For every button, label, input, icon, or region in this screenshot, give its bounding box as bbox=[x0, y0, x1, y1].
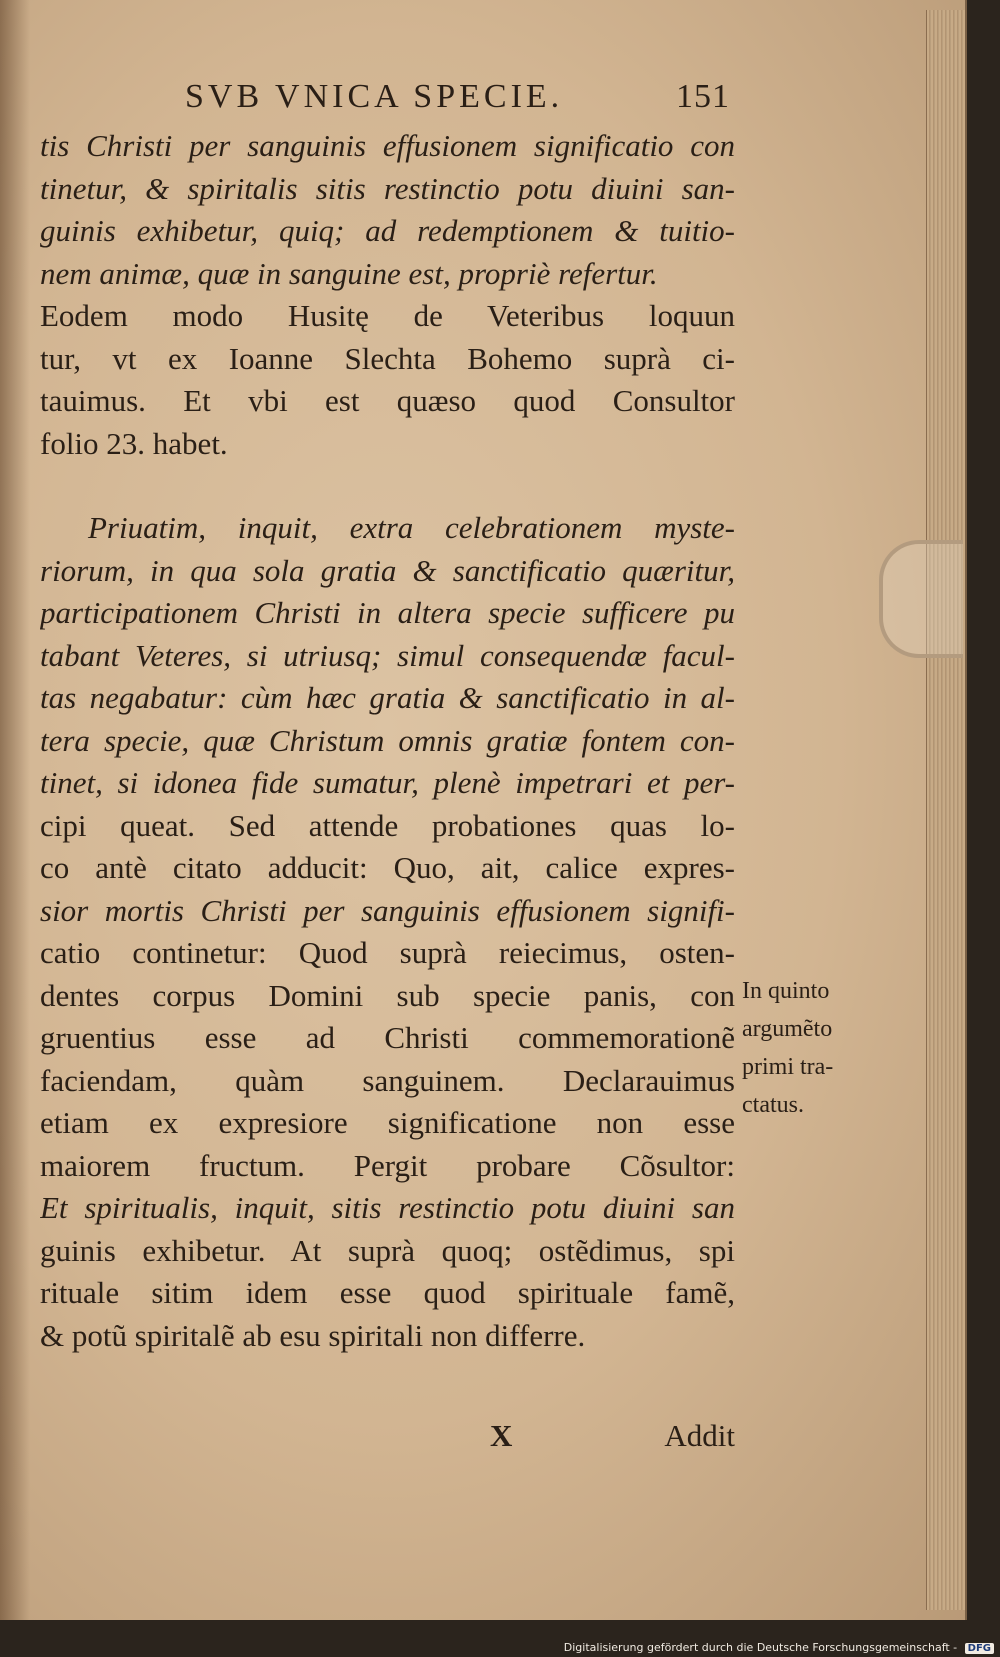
text-line: catio continetur: Quod suprà reiecimus, osten- bbox=[40, 935, 735, 970]
folio-number: 151 bbox=[676, 78, 730, 115]
text-line: tas negabatur: cùm hæc gratia & sanctificatio in al- bbox=[40, 680, 735, 715]
text-line: tis Christi per sanguinis effusionem significatio con bbox=[40, 128, 735, 163]
text-line: gruentius esse ad Christi commemorationẽ bbox=[40, 1020, 735, 1055]
page-clip bbox=[879, 540, 963, 658]
running-header bbox=[185, 78, 730, 118]
main-text bbox=[40, 125, 735, 1357]
text-line: nem animæ, quæ in sanguine est, propriè refertur. bbox=[40, 255, 658, 291]
text-line: sior mortis Christi per sanguinis effusionem signifi- bbox=[40, 892, 735, 928]
text-line: guinis exhibetur, quiq; ad redemptionem & tuitio- bbox=[40, 213, 735, 248]
dfg-logo: DFG bbox=[965, 1643, 994, 1654]
paragraph-break bbox=[40, 465, 735, 507]
text-line: maiorem fructum. Pergit probare Cõsultor: bbox=[40, 1147, 735, 1183]
text-line: cipi queat. Sed attende probationes quas lo- bbox=[40, 807, 735, 843]
text-line: tinetur, & spiritalis sitis restinctio potu diuini san- bbox=[40, 170, 735, 206]
marginal-note bbox=[742, 972, 892, 1124]
digitization-credit bbox=[564, 1641, 994, 1654]
text-line: & potũ spiritalẽ ab esu spiritali non differre. bbox=[40, 1317, 586, 1353]
catchword: Addit bbox=[664, 1418, 735, 1453]
text-line: tauimus. Et vbi est quæso quod Consultor bbox=[40, 383, 735, 418]
marginal-note-line: argumẽto bbox=[742, 1016, 833, 1042]
marginal-note-line: In quinto bbox=[742, 978, 830, 1004]
text-line: faciendam, quàm sanguinem. Declarauimus bbox=[40, 1062, 735, 1098]
credit-text: Digitalisierung gefördert durch die Deutsche Forschungsgemeinschaft - bbox=[563, 1641, 958, 1654]
page-footer bbox=[40, 1418, 735, 1462]
text-line: guinis exhibetur. At suprà quoq; ostẽdimus, spi bbox=[40, 1232, 735, 1268]
text-line: participationem Christi in altera specie sufficere pu bbox=[40, 595, 735, 630]
signature-mark: X bbox=[490, 1418, 513, 1453]
text-line: rituale sitim idem esse quod spirituale famẽ, bbox=[40, 1275, 735, 1310]
running-title: SVB VNICA SPECIE. bbox=[185, 78, 564, 115]
gutter-shadow bbox=[0, 0, 30, 1620]
text-line: tera specie, quæ Christum omnis gratiæ fontem con- bbox=[40, 722, 735, 758]
text-line: Eodem modo Husitę de Veteribus loquun bbox=[40, 298, 735, 333]
text-line: tabant Veteres, si utriusq; simul consequendæ facul- bbox=[40, 637, 735, 673]
text-line: co antè citato adducit: Quo, ait, calice expres- bbox=[40, 850, 735, 885]
marginal-note-line: ctatus. bbox=[742, 1092, 804, 1118]
text-line: Priuatim, inquit, extra celebrationem myste- bbox=[88, 510, 735, 545]
text-line: tur, vt ex Ioanne Slechta Bohemo suprà ci- bbox=[40, 340, 735, 376]
page-edges bbox=[926, 10, 965, 1610]
marginal-note-line: primi tra- bbox=[742, 1054, 834, 1080]
text-line: tinet, si idonea fide sumatur, plenè impetrari et per- bbox=[40, 765, 735, 800]
text-line: Et spiritualis, inquit, sitis restinctio potu diuini san bbox=[40, 1190, 735, 1225]
text-line: dentes corpus Domini sub specie panis, con bbox=[40, 977, 735, 1013]
text-line: riorum, in qua sola gratia & sanctificatio quæritur, bbox=[40, 552, 735, 588]
text-line: folio 23. habet. bbox=[40, 425, 228, 461]
text-line: etiam ex expresiore significatione non esse bbox=[40, 1105, 735, 1140]
